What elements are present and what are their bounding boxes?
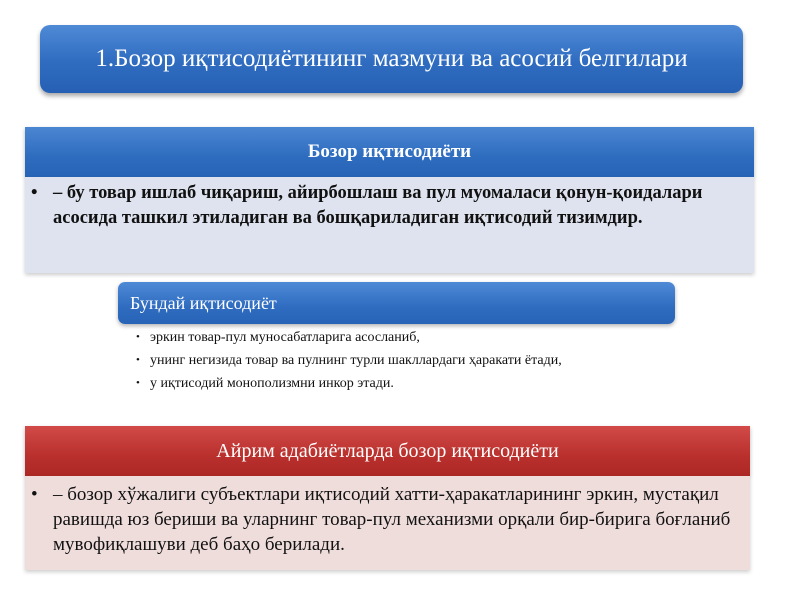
literature-definition-text: – бозор хўжалиги субъектлари иқтисодий хатти-ҳаракатларининг эркин, мустақил равишда юз бериши ва уларнинг товар-пул механизми орқали бир-бирига боғланиб мувофиқлашуви деб баҳо берилади. [53, 484, 731, 555]
list-item [136, 351, 656, 370]
list-item-text: унинг негизида товар ва пулнинг турли шакллардаги ҳаракати ётади, [150, 353, 562, 368]
market-economy-header [25, 127, 754, 177]
such-economy-list [136, 328, 656, 397]
literature-definition-box [25, 476, 750, 570]
bullet-icon: • [31, 183, 38, 203]
bullet-icon: • [136, 331, 140, 343]
list-item-text: эркин товар-пул муносабатларига асосланиб, [150, 330, 420, 345]
market-economy-definition-box [25, 177, 754, 273]
market-economy-definition-text: – бу товар ишлаб чиқариш, айирбошлаш ва пул муомаласи қонун-қоидалари асосида ташкил этиладиган ва бошқариладиган иқтисодий тизимдир. [53, 183, 703, 228]
bullet-icon: • [136, 377, 140, 389]
list-item [136, 374, 656, 393]
bullet-icon: • [136, 354, 140, 366]
such-economy-header-text: Бундай иқтисодиёт [130, 292, 277, 313]
literature-definition-header-text: Айрим адабиётларда бозор иқтисодиёти [216, 439, 559, 462]
market-economy-definition [31, 181, 743, 231]
literature-definition-header [25, 426, 750, 476]
such-economy-header [118, 282, 675, 324]
list-item [136, 328, 656, 347]
literature-definition [31, 482, 741, 557]
list-item-text: у иқтисодий монополизмни инкор этади. [150, 376, 394, 391]
market-economy-header-text: Бозор иқтисодиёти [307, 141, 472, 162]
slide-title-text: 1.Бозор иқтисодиётининг мазмуни ва асосий белгилари [95, 45, 688, 72]
slide-title [40, 25, 743, 93]
bullet-icon: • [31, 484, 38, 505]
